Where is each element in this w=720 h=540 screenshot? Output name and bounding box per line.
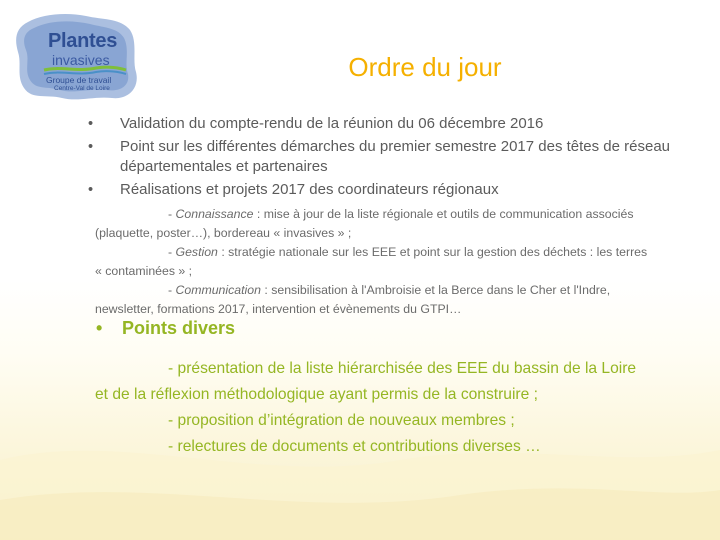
bullet-item: Point sur les différentes démarches du premier semestre 2017 des têtes de réseau départementales et partenaires <box>120 138 671 175</box>
points-divers-line: - présentation de la liste hiérarchisée des EEE du bassin de la Loire <box>168 360 637 377</box>
sub-item-line: « contaminées » ; <box>95 264 193 278</box>
points-divers-marker: • <box>96 318 103 338</box>
bullet-item: Validation du compte-rendu de la réunion du 06 décembre 2016 <box>120 115 544 132</box>
logo-line-3: Groupe de travail <box>46 75 112 85</box>
sub-item-line: - Communication : sensibilisation à l'Ambroisie et la Berce dans le Cher et l'Indre, <box>168 283 611 297</box>
slide-title: Ordre du jour <box>348 52 502 82</box>
logo <box>8 8 140 104</box>
bullet-marker: • <box>88 139 94 155</box>
sub-item-line: - Gestion : stratégie nationale sur les EEE et point sur la gestion des déchets : les terres <box>168 245 648 259</box>
bullet-marker: • <box>88 182 94 198</box>
bullet-marker: • <box>88 116 94 132</box>
sub-item-line: - Connaissance : mise à jour de la liste régionale et outils de communication associés <box>168 207 634 221</box>
logo-line-2: invasives <box>52 52 110 68</box>
sub-item-line: newsletter, formations 2017, intervention et évènements du GTPI… <box>95 302 462 316</box>
points-divers-line: - relectures de documents et contributions diverses … <box>168 438 541 455</box>
points-divers-line: - proposition d’intégration de nouveaux membres ; <box>168 412 515 429</box>
points-divers-heading: Points divers <box>122 318 236 338</box>
sub-item-line: (plaquette, poster…), bordereau « invasives » ; <box>95 226 352 240</box>
bullet-item: Réalisations et projets 2017 des coordinateurs régionaux <box>120 181 499 198</box>
logo-line-1: Plantes <box>48 30 118 52</box>
points-divers-line: et de la réflexion méthodologique ayant permis de la construire ; <box>95 386 538 403</box>
logo-line-4: Centre-Val de Loire <box>54 85 110 92</box>
